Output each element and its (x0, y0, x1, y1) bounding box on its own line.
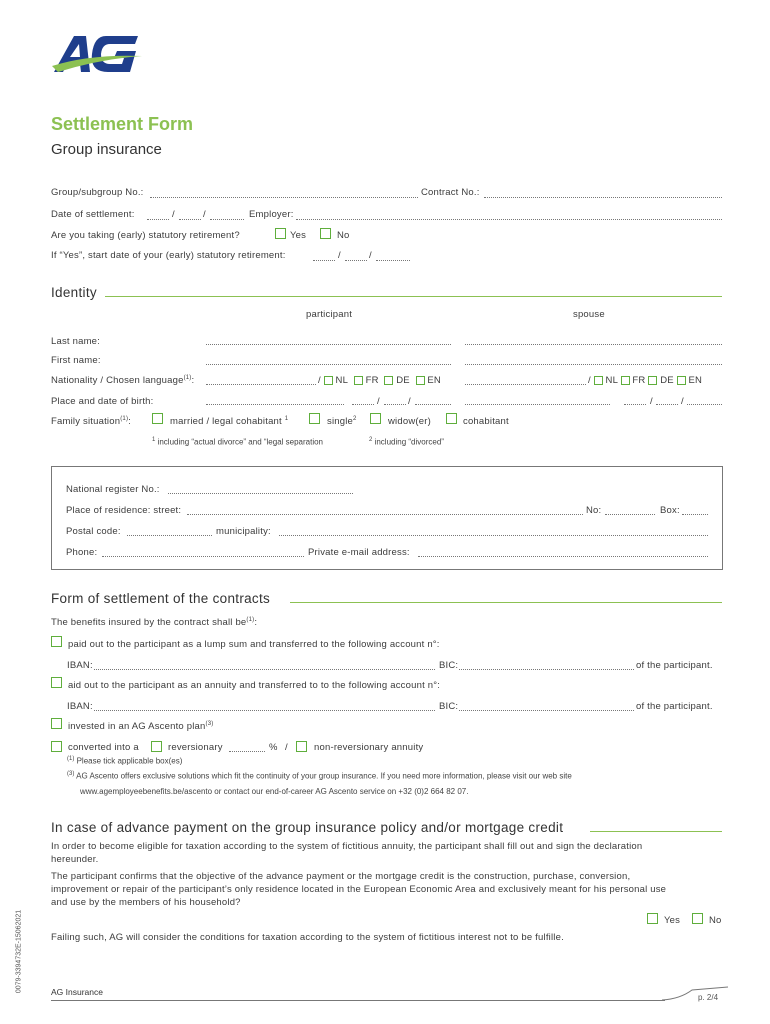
participant-en-checkbox[interactable] (416, 376, 425, 385)
ascento-label (68, 721, 213, 732)
retirement-yes-checkbox[interactable] (275, 228, 286, 239)
cohabitant-label: cohabitant (463, 416, 509, 427)
number-field[interactable] (605, 514, 655, 515)
advance-no-label: No (709, 915, 722, 926)
dob-spouse-year[interactable] (687, 404, 722, 405)
single-checkbox[interactable] (309, 413, 320, 424)
page-number: p. 2/4 (698, 993, 719, 1002)
nationality-participant-lang (318, 375, 441, 386)
dob-spouse-month[interactable] (656, 404, 678, 405)
settlement-intro (51, 617, 257, 628)
nationality-spouse-lang (588, 375, 702, 386)
participant-nl-label: NL (335, 375, 349, 386)
family-sup: (1) (120, 416, 129, 422)
ret-month-field[interactable] (345, 260, 367, 261)
pct-sign: % (269, 742, 278, 753)
family-colon: : (128, 416, 131, 428)
postal-label: Postal code: (66, 526, 121, 537)
date-slash-2: / (203, 209, 206, 220)
advance-p2c: and use by the members of his household? (51, 897, 241, 908)
advance-p2b: improvement or repair of the participant’s only residence located in the European Economic Area and exclusively meant for his personal use (51, 884, 667, 895)
of-participant-2: of the participant. (636, 701, 713, 712)
footer-rule (51, 1000, 665, 1001)
date-month-field[interactable] (179, 219, 201, 220)
spouse-fr-label: FR (632, 375, 646, 386)
participant-nl-checkbox[interactable] (324, 376, 333, 385)
settlement-title: Form of settlement of the contracts (51, 591, 276, 606)
dob-slash: / (377, 396, 380, 407)
bic-field-2[interactable] (459, 710, 634, 711)
spouse-nl-label: NL (605, 375, 618, 386)
box-label: Box: (660, 505, 680, 516)
family-note-1 (152, 437, 323, 447)
footer-curve-icon (660, 985, 730, 1005)
side-code: 0079-3394732E-15062021 (15, 909, 23, 994)
group-label: Group/subgroup No.: (51, 187, 144, 198)
dob-participant-year[interactable] (415, 404, 451, 405)
single-label (327, 416, 357, 427)
contract-label: Contract No.: (421, 187, 480, 198)
last-name-spouse[interactable] (465, 344, 722, 345)
dob-slash-3: / (650, 396, 653, 407)
ret-slash-2: / (369, 250, 372, 261)
participant-de-checkbox[interactable] (384, 376, 393, 385)
iban-label-2: IBAN: (67, 701, 93, 712)
reversionary-checkbox[interactable] (151, 741, 162, 752)
ascento-sup: (3) (205, 721, 214, 727)
single-text: single (327, 416, 354, 428)
pct-slash: / (285, 742, 288, 753)
nationality-spouse[interactable] (465, 384, 586, 385)
settlement-intro-text: The benefits insured by the contract shall be (51, 617, 247, 629)
advance-no-checkbox[interactable] (692, 913, 703, 924)
family-note-2 (369, 437, 444, 447)
postal-field[interactable] (127, 535, 212, 536)
identity-title: Identity (51, 285, 103, 300)
email-label: Private e-mail address: (308, 547, 410, 558)
dob-slash-2: / (408, 396, 411, 407)
dob-slash-4: / (681, 396, 684, 407)
number-label: No: (586, 505, 602, 516)
fn3-sup: (3) (67, 771, 75, 777)
nationality-colon: : (191, 375, 195, 387)
nat-slash-2: / (588, 375, 591, 386)
group-field[interactable] (150, 197, 418, 198)
retirement-no-label: No (337, 230, 350, 241)
iban-label-1: IBAN: (67, 660, 93, 671)
nrn-field[interactable] (168, 493, 353, 494)
note1-text: including “actual divorce” and “legal separation (157, 437, 324, 447)
first-name-spouse[interactable] (465, 364, 722, 365)
footer-company: AG Insurance (51, 987, 103, 997)
spouse-de-label: DE (660, 375, 674, 386)
nationality-sup: (1) (183, 375, 192, 381)
dob-spouse-day[interactable] (624, 404, 646, 405)
married-checkbox[interactable] (152, 413, 163, 424)
nat-slash: / (318, 375, 321, 386)
first-name-label: First name: (51, 355, 101, 366)
advance-p3: Failing such, AG will consider the conditions for taxation according to the system of fictitious interest not to be fulfille. (51, 932, 564, 943)
phone-label: Phone: (66, 547, 98, 558)
employer-field[interactable] (296, 219, 722, 220)
family-label (51, 416, 131, 427)
participant-fr-checkbox[interactable] (354, 376, 363, 385)
street-field[interactable] (187, 514, 583, 515)
place-dob-label: Place and date of birth: (51, 396, 154, 407)
spouse-en-label: EN (688, 375, 703, 386)
married-label (170, 416, 288, 427)
widow-checkbox[interactable] (370, 413, 381, 424)
footnote-3 (67, 771, 572, 781)
settlement-intro-sup: (1) (246, 617, 255, 623)
identity-rule (105, 296, 722, 297)
ret-year-field[interactable] (376, 260, 410, 261)
bic-label-2: BIC: (439, 701, 459, 712)
married-text: married / legal cohabitant (170, 416, 282, 428)
settlement-rule (290, 602, 722, 603)
nationality-text: Nationality / Chosen language (51, 375, 184, 387)
municipality-field[interactable] (279, 535, 708, 536)
bic-label-1: BIC: (439, 660, 459, 671)
reversionary-label: reversionary (168, 742, 223, 753)
iban-field-2[interactable] (94, 710, 435, 711)
spouse-de-checkbox[interactable] (648, 376, 657, 385)
col-spouse: spouse (573, 309, 605, 320)
footnote-1 (67, 756, 182, 766)
phone-field[interactable] (102, 556, 304, 557)
if-yes-label: If “Yes”, start date of your (early) statutory retirement: (51, 250, 286, 261)
ag-logo (50, 32, 145, 76)
dob-participant-day[interactable] (352, 404, 374, 405)
nrn-label: National register No.: (66, 484, 160, 495)
box-field[interactable] (682, 514, 708, 515)
advance-title: In case of advance payment on the group insurance policy and/or mortgage credit (51, 820, 569, 835)
date-day-field[interactable] (147, 219, 169, 220)
nationality-participant[interactable] (206, 384, 316, 385)
fn1-text: Please tick applicable box(es) (76, 756, 183, 766)
date-label: Date of settlement: (51, 209, 135, 220)
iban-field-1[interactable] (94, 669, 435, 670)
lump-sum-checkbox[interactable] (51, 636, 62, 647)
contract-field[interactable] (484, 197, 722, 198)
single-sup: 2 (353, 416, 357, 422)
retirement-question: Are you taking (early) statutory retirement? (51, 230, 240, 241)
nationality-label (51, 375, 194, 386)
of-participant-1: of the participant. (636, 660, 713, 671)
date-slash: / (172, 209, 175, 220)
spouse-nl-checkbox[interactable] (594, 376, 603, 385)
last-name-label: Last name: (51, 336, 100, 347)
spouse-fr-checkbox[interactable] (621, 376, 630, 385)
place-spouse[interactable] (465, 404, 610, 405)
participant-en-label: EN (427, 375, 441, 386)
participant-de-label: DE (396, 375, 410, 386)
advance-p1b: hereunder. (51, 854, 99, 865)
retirement-yes-label: Yes (290, 230, 307, 241)
retirement-no-checkbox[interactable] (320, 228, 331, 239)
municipality-label: municipality: (216, 526, 271, 537)
note1-sup: 1 (152, 437, 156, 443)
form-subtitle: Group insurance (51, 141, 162, 158)
form-title: Settlement Form (51, 114, 194, 134)
converted-checkbox[interactable] (51, 741, 62, 752)
ascento-checkbox[interactable] (51, 718, 62, 729)
converted-label: converted into a (68, 742, 139, 753)
col-participant: participant (306, 309, 353, 320)
lump-sum-label: paid out to the participant as a lump sum and transferred to the following account n°: (68, 639, 440, 650)
dob-participant-month[interactable] (384, 404, 406, 405)
family-text: Family situation (51, 416, 121, 428)
advance-yes-checkbox[interactable] (647, 913, 658, 924)
advance-p2a: The participant confirms that the objective of the advance payment or the mortgage credit is the construction, purchase, conversion, (51, 871, 631, 882)
last-name-participant[interactable] (206, 344, 451, 345)
reversionary-pct-field[interactable] (229, 751, 265, 752)
fn3-text: AG Ascento offers exclusive solutions which fit the continuity of your group insurance. If you need more information, please visit our web site (76, 771, 572, 781)
note2-text: including “divorced” (374, 437, 444, 447)
residence-label: Place of residence: street: (66, 505, 182, 516)
cohabitant-checkbox[interactable] (446, 413, 457, 424)
first-name-participant[interactable] (206, 364, 451, 365)
widow-label: widow(er) (388, 416, 431, 427)
settlement-intro-colon: : (254, 617, 258, 629)
spouse-en-checkbox[interactable] (677, 376, 686, 385)
email-field[interactable] (418, 556, 708, 557)
date-year-field[interactable] (210, 219, 244, 220)
footnote-3-cont: www.agemployeebenefits.be/ascento or contact our end-of-career AG Ascento service on +32 (0)2 664 82 07. (80, 787, 469, 796)
non-reversionary-checkbox[interactable] (296, 741, 307, 752)
ret-slash: / (338, 250, 341, 261)
employer-label: Employer: (249, 209, 294, 220)
place-participant[interactable] (206, 404, 344, 405)
ag-logo-icon (50, 32, 145, 76)
ascento-text: invested in an AG Ascento plan (68, 721, 206, 733)
ret-day-field[interactable] (313, 260, 335, 261)
advance-p1a: In order to become eligible for taxation according to the system of fictitious annuity, the participant shall fill out and sign the declaration (51, 841, 643, 852)
non-reversionary-label: non-reversionary annuity (314, 742, 424, 753)
participant-fr-label: FR (365, 375, 379, 386)
bic-field-1[interactable] (459, 669, 634, 670)
advance-yes-label: Yes (664, 915, 681, 926)
annuity-label: aid out to the participant as an annuity and transferred to to the following account n°: (68, 680, 441, 691)
annuity-checkbox[interactable] (51, 677, 62, 688)
married-sup: 1 (284, 416, 289, 422)
advance-rule (590, 831, 722, 832)
fn1-sup: (1) (67, 756, 75, 762)
note2-sup: 2 (369, 437, 373, 443)
